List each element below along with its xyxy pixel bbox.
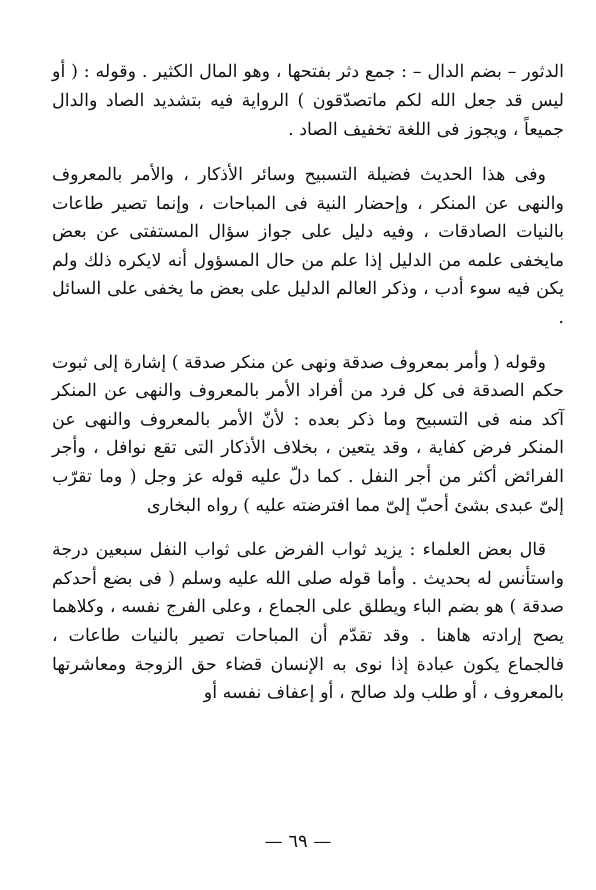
page-body bbox=[52, 58, 564, 724]
paragraph-scholars-saying: قال بعض العلماء : يزيد ثواب الفرض على ثواب النفل سبعين درجة واستأنس له بحديث . وأما قوله صلى الله عليه وسلم ( فى بضع أحدكم صدقة ) هو بضم الباء ويطلق على الجماع ، وعلى الفرج نفسه ، وكلاهما يصح إرادته هاهنا . وقد تقدّم أن المباحات تصير بالنيات طاعات ، فالجماع يكون عبادة إذا نوى به الإنسان قضاء حق الزوجة ومعاشرتها بالمعروف ، أو طلب ولد صالح ، أو إعفاف نفسه أو bbox=[52, 540, 564, 704]
paragraph-hadith-virtue: وفى هذا الحديث فضيلة التسبيح وسائر الأذكار ، والأمر بالمعروف والنهى عن المنكر ، وإحضار النية فى المباحات ، وإنما تصير طاعات بالنيات الصادقات ، وفيه دليل على جواز سؤال المستفتى عن بعض مايخفى علمه من الدليل إذا علم من حال المسؤول أنه لايكره ذلك ولم يكن فيه سوء أدب ، وذكر العالم الدليل على بعض ما يخفى على السائل . bbox=[52, 165, 564, 328]
paragraph-enjoining-good: وقوله ( وأمر بمعروف صدقة ونهى عن منكر صدقة ) إشارة إلى ثبوت حكم الصدقة فى كل فرد من أفراد الأمر بالمعروف والنهى عن المنكر آكد منه فى التسبيح وما ذكر بعده : لأنّ الأمر بالمعروف والنهى عن المنكر فرض كفاية ، وقد يتعين ، بخلاف الأذكار التى تقع نوافل ، وأجر الفرائض أكثر من أجر النفل . كما دلّ عليه قوله عز وجل ( وما تقرّب إلىّ عبدى بشئ أحبّ إلىّ مما افترضته عليه ) رواه البخارى bbox=[52, 352, 564, 516]
paragraph-definition: الدثور – بضم الدال – : جمع دثر بفتحها ، وهو المال الكثير . وقوله : ( أو ليس قد جعل الله لكم ماتصدّقون ) الرواية فيه بتشديد الصاد والدال جميعاً ، ويجوز فى اللغة تخفيف الصاد . bbox=[52, 62, 564, 140]
page-number: — ٦٩ — bbox=[264, 831, 332, 852]
